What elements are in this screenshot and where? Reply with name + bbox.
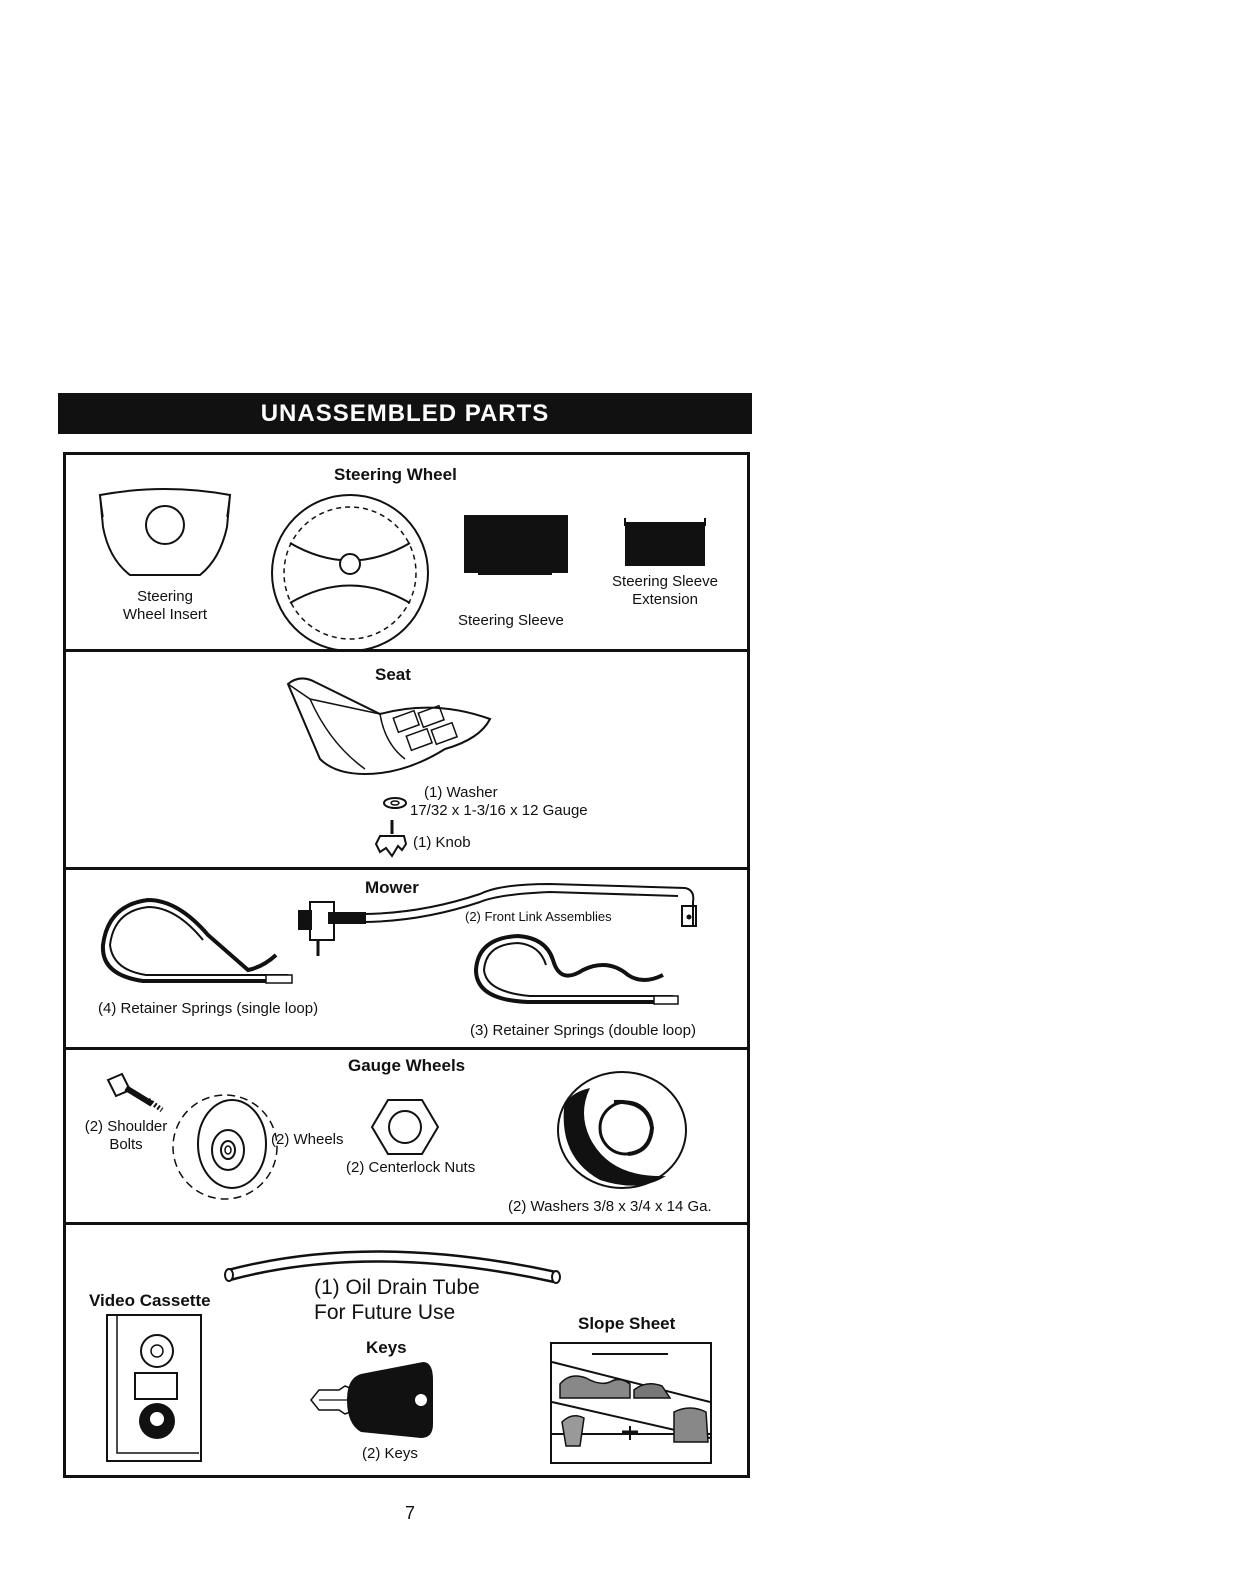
gauge-wheel-illustration: [170, 1092, 280, 1202]
knob-icon: [372, 818, 408, 860]
steering-wheel-illustration: [270, 488, 430, 658]
retainer-spring-single-loop-label: (4) Retainer Springs (single loop): [98, 1000, 319, 1017]
wheels-label: (2) Wheels: [271, 1131, 344, 1148]
retainer-spring-double-loop-label: (3) Retainer Springs (double loop): [470, 1022, 696, 1039]
knob-label: (1) Knob: [413, 834, 471, 851]
washer-icon: [382, 796, 408, 810]
centerlock-nut-icon: [370, 1097, 440, 1157]
steering-wheel-insert-illustration: [95, 487, 235, 582]
section-divider: [63, 1222, 750, 1225]
shoulder-bolts-label: (2) Shoulder Bolts: [84, 1118, 168, 1153]
steering-sleeve-label: Steering Sleeve: [458, 612, 564, 629]
key-icon: [305, 1360, 435, 1440]
page-number: 7: [404, 1503, 415, 1523]
video-cassette-heading: Video Cassette: [89, 1291, 211, 1310]
mower-heading: Mower: [365, 878, 419, 897]
seat-heading: Seat: [375, 665, 411, 684]
gauge-washers-label: (2) Washers 3/8 x 3/4 x 14 Ga.: [508, 1198, 712, 1215]
steering-sleeve-extension-illustration: [622, 518, 708, 566]
gauge-washer-illustration: [550, 1068, 690, 1193]
slope-sheet-illustration: [550, 1342, 712, 1464]
retainer-spring-double-loop-illustration: [468, 930, 683, 1015]
retainer-spring-single-loop-illustration: [98, 895, 298, 990]
gauge-wheels-heading: Gauge Wheels: [348, 1056, 466, 1075]
keys-heading: Keys: [366, 1338, 407, 1357]
steering-sleeve-illustration: [462, 515, 570, 577]
keys-label: (2) Keys: [362, 1445, 418, 1462]
steering-wheel-insert-label: Steering Wheel Insert: [122, 588, 208, 623]
section-banner: UNASSEMBLED PARTS: [58, 393, 752, 434]
slope-sheet-heading: Slope Sheet: [578, 1314, 676, 1333]
section-divider: [63, 867, 750, 870]
video-cassette-illustration: [105, 1313, 203, 1463]
shoulder-bolt-icon: [104, 1070, 166, 1115]
seat-illustration: [285, 674, 500, 784]
steering-heading: Steering Wheel: [334, 465, 457, 484]
oil-drain-tube-label: (1) Oil Drain Tube For Future Use: [314, 1276, 480, 1324]
front-link-assembly-label: (2) Front Link Assemblies: [465, 909, 612, 924]
centerlock-nuts-label: (2) Centerlock Nuts: [346, 1159, 476, 1176]
section-divider: [63, 1047, 750, 1050]
steering-sleeve-extension-label: Steering Sleeve Extension: [612, 573, 718, 608]
washer-label: (1) Washer 17/32 x 1-3/16 x 12 Gauge: [410, 784, 588, 819]
